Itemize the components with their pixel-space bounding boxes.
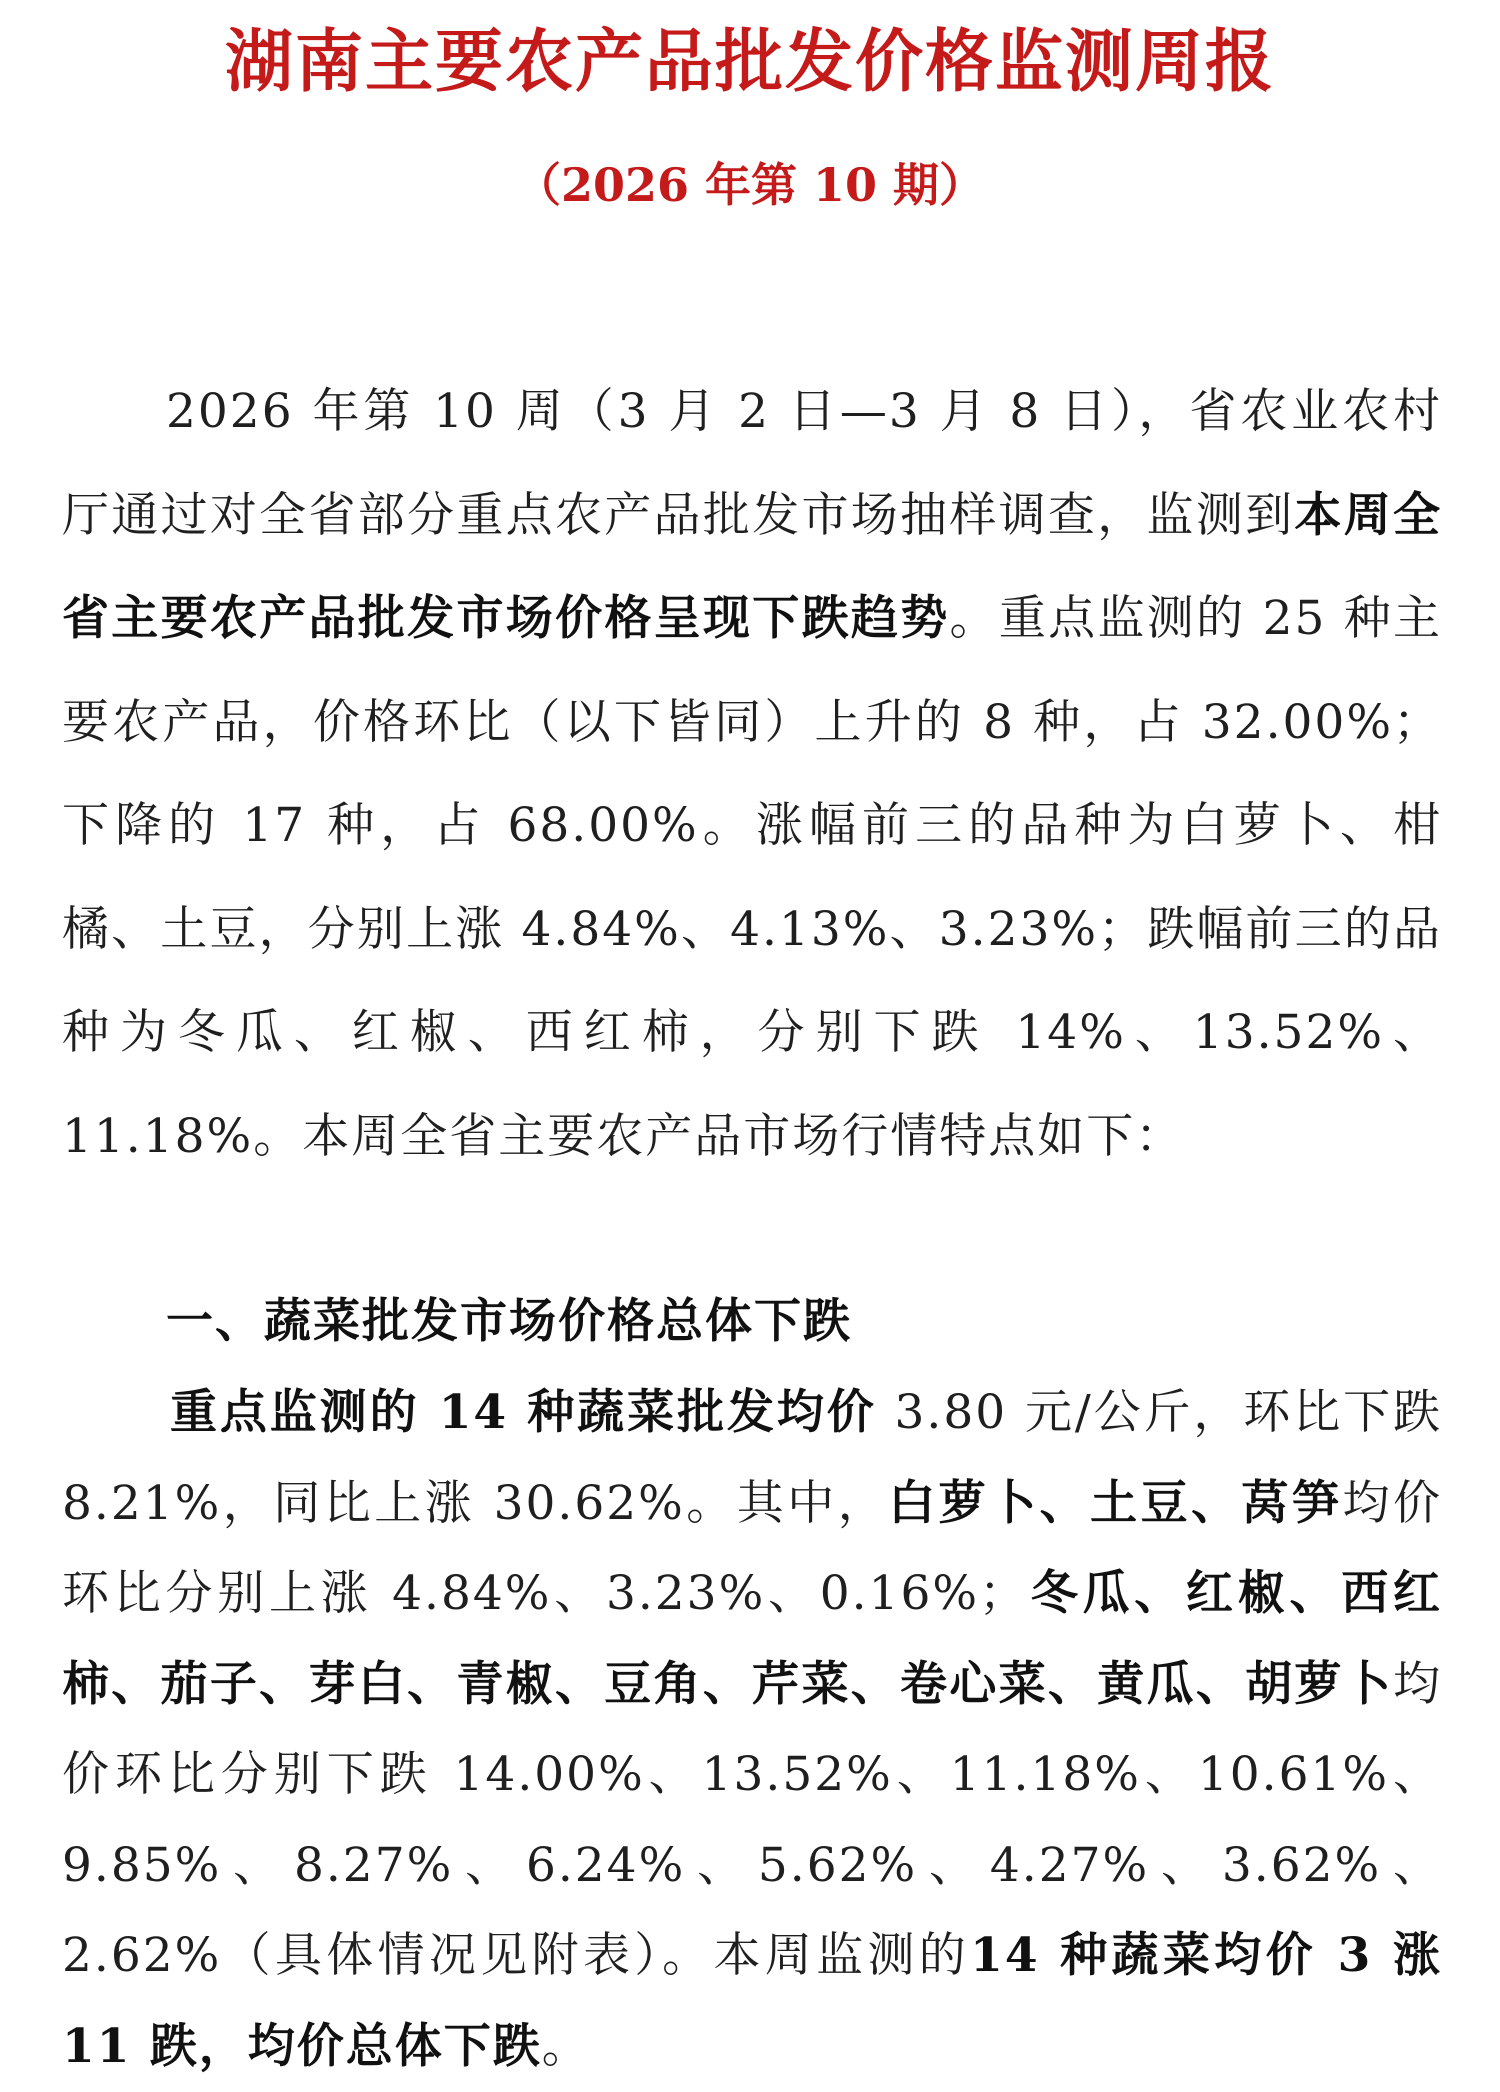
vegetables-text-4: 。 bbox=[541, 2018, 591, 2074]
intro-text-1: 2026 年第 10 周（3 月 2 日—3 月 8 日），省农业农村厅通过对全省部分重点农产品批发市场抽样调查，监测到 bbox=[62, 384, 1442, 543]
report-title: 湖南主要农产品批发价格监测周报 bbox=[224, 22, 1275, 102]
section-heading-vegetables: 一、蔬菜批发市场价格总体下跌 bbox=[166, 1294, 852, 1349]
vegetables-text-1: 3.80 元/公斤，环比下跌 8.21%，同比上涨 30.62%。其中， bbox=[62, 1385, 1442, 1531]
vegetables-bold-1: 重点监测的 14 种蔬菜批发均价 bbox=[170, 1385, 877, 1440]
vegetables-bold-falling: 冬瓜、红椒、西红柿、茄子、芽白、青椒、豆角、芹菜、卷心菜、黄瓜、胡萝卜 bbox=[62, 1566, 1442, 1712]
vegetables-text-3: 均价环比分别下跌 14.00%、13.52%、11.18%、10.61%、9.85%、8.27%、6.24%、5.62%、4.27%、3.62%、2.62%（具体情况见附表）。本周监测的 bbox=[62, 1656, 1442, 1983]
vegetables-bold-rising: 白萝卜、土豆、莴笋 bbox=[888, 1475, 1343, 1531]
intro-bold-summary: 本周全省主要农产品批发市场价格呈现下跌趋势 bbox=[62, 487, 1442, 646]
issue-number: （2026 年第 10 期） bbox=[514, 158, 986, 212]
vegetables-paragraph bbox=[62, 1368, 1442, 2092]
vegetables-bold-summary: 14 种蔬菜均价 3 涨 11 跌，均价总体下跌 bbox=[62, 1928, 1442, 2074]
intro-paragraph bbox=[62, 360, 1442, 1188]
vegetables-text-2: 均价环比分别上涨 4.84%、3.23%、0.16%； bbox=[62, 1475, 1442, 1621]
intro-text-2: 。重点监测的 25 种主要农产品，价格环比（以下皆同）上升的 8 种，占 32.00%；下降的 17 种，占 68.00%。涨幅前三的品种为白萝卜、柑橘、土豆，分别上涨 4.84%、4.13%、3.23%；跌幅前三的品种为冬瓜、红椒、西红柿，分别下跌 14%、13.52%、11.18%。本周全省主要农产品市场行情特点如下： bbox=[62, 591, 1443, 1164]
